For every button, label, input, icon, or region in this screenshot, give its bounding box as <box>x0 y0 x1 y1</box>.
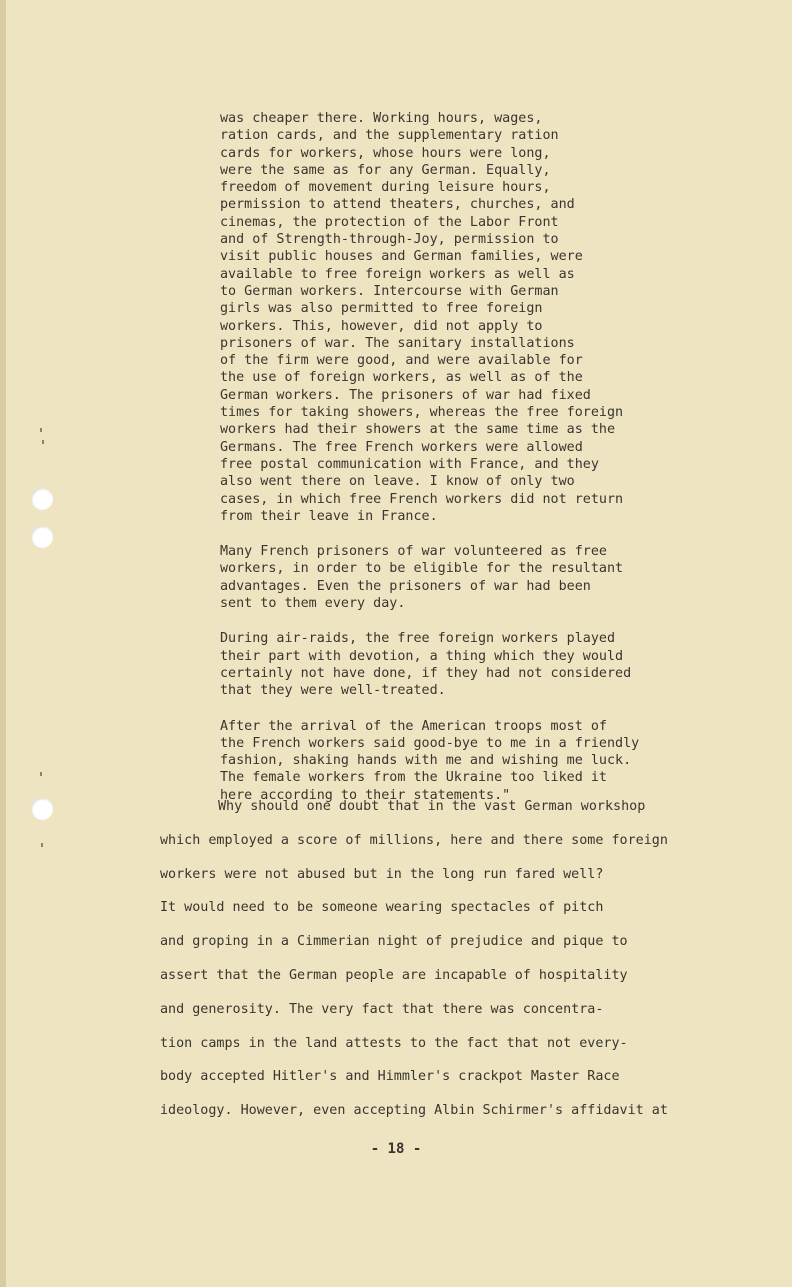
body-line: and groping in a Cimmerian night of prejudice and pique to <box>160 934 628 950</box>
quote-paragraph <box>220 110 670 525</box>
body-line: tion camps in the land attests to the fact that not every- <box>160 1035 628 1051</box>
quote-line: times for taking showers, whereas the free foreign <box>220 405 624 421</box>
body-line: workers were not abused but in the long run fared well? <box>160 866 604 882</box>
binder-hole <box>31 526 53 548</box>
quote-line: workers had their showers at the same time as the <box>220 422 616 438</box>
body-line: Why should one doubt that in the vast German workshop <box>218 799 646 814</box>
binder-hole <box>31 798 53 820</box>
quote-line: Many French prisoners of war volunteered as free <box>220 544 607 560</box>
quote-line: girls was also permitted to free foreign <box>220 301 543 317</box>
quote-line: were the same as for any German. Equally, <box>220 162 551 178</box>
affidavit-quote <box>220 110 670 822</box>
quote-line: cases, in which free French workers did not return <box>220 491 624 507</box>
body-line: It would need to be someone wearing spectacles of pitch <box>160 900 604 916</box>
quote-line: fashion, shaking hands with me and wishing me luck. <box>220 753 632 769</box>
page-number: - 18 - <box>370 1141 422 1157</box>
body-text <box>160 790 720 1128</box>
quote-line: prisoners of war. The sanitary installations <box>220 335 575 351</box>
quote-line: advantages. Even the prisoners of war had been <box>220 578 591 594</box>
quote-line: freedom of movement during leisure hours, <box>220 180 551 196</box>
body-line: assert that the German people are incapable of hospitality <box>160 967 628 983</box>
quote-line: permission to attend theaters, churches, and <box>220 197 575 213</box>
quote-paragraph <box>220 543 670 612</box>
quote-line: Germans. The free French workers were allowed <box>220 439 583 455</box>
paper-speck <box>40 772 42 776</box>
body-line: and generosity. The very fact that there was concentra- <box>160 1001 604 1017</box>
quote-line: from their leave in France. <box>220 508 438 524</box>
quote-line: and of Strength-through-Joy, permission to <box>220 232 559 248</box>
body-line: which employed a score of millions, here and there some foreign <box>160 832 668 848</box>
quote-line: After the arrival of the American troops most of <box>220 718 607 734</box>
paper-speck <box>41 843 43 847</box>
quote-line: that they were well-treated. <box>220 683 446 699</box>
page-edge <box>0 0 6 1287</box>
quote-line: sent to them every day. <box>220 596 406 612</box>
quote-line: German workers. The prisoners of war had fixed <box>220 387 591 403</box>
body-line: body accepted Hitler's and Himmler's crackpot Master Race <box>160 1069 620 1085</box>
quote-line: During air-raids, the free foreign workers played <box>220 631 616 647</box>
quote-line: here according to their statements." <box>220 787 511 803</box>
body-line: ideology. However, even accepting Albin Schirmer's affidavit at <box>160 1103 668 1119</box>
paper-speck <box>40 428 42 432</box>
quote-line: workers, in order to be eligible for the resultant <box>220 561 624 577</box>
quote-line: free postal communication with France, and they <box>220 456 599 472</box>
quote-line: cinemas, the protection of the Labor Front <box>220 214 559 230</box>
quote-line: visit public houses and German families, were <box>220 249 583 265</box>
quote-line: of the firm were good, and were available for <box>220 353 583 369</box>
binder-hole <box>31 488 53 510</box>
quote-line: certainly not have done, if they had not considered <box>220 665 632 681</box>
quote-line: cards for workers, whose hours were long, <box>220 145 551 161</box>
quote-line: their part with devotion, a thing which they would <box>220 648 624 664</box>
quote-line: the use of foreign workers, as well as of the <box>220 370 583 386</box>
quote-paragraph <box>220 630 670 699</box>
quote-line: ration cards, and the supplementary ration <box>220 128 559 144</box>
quote-line: was cheaper there. Working hours, wages, <box>220 111 543 126</box>
paper-speck <box>42 440 44 444</box>
quote-line: workers. This, however, did not apply to <box>220 318 543 334</box>
quote-line: available to free foreign workers as well as <box>220 266 575 282</box>
quote-line: the French workers said good-bye to me in a friendly <box>220 735 640 751</box>
quote-line: also went there on leave. I know of only two <box>220 474 575 490</box>
quote-line: The female workers from the Ukraine too liked it <box>220 770 607 786</box>
quote-line: to German workers. Intercourse with German <box>220 283 559 299</box>
